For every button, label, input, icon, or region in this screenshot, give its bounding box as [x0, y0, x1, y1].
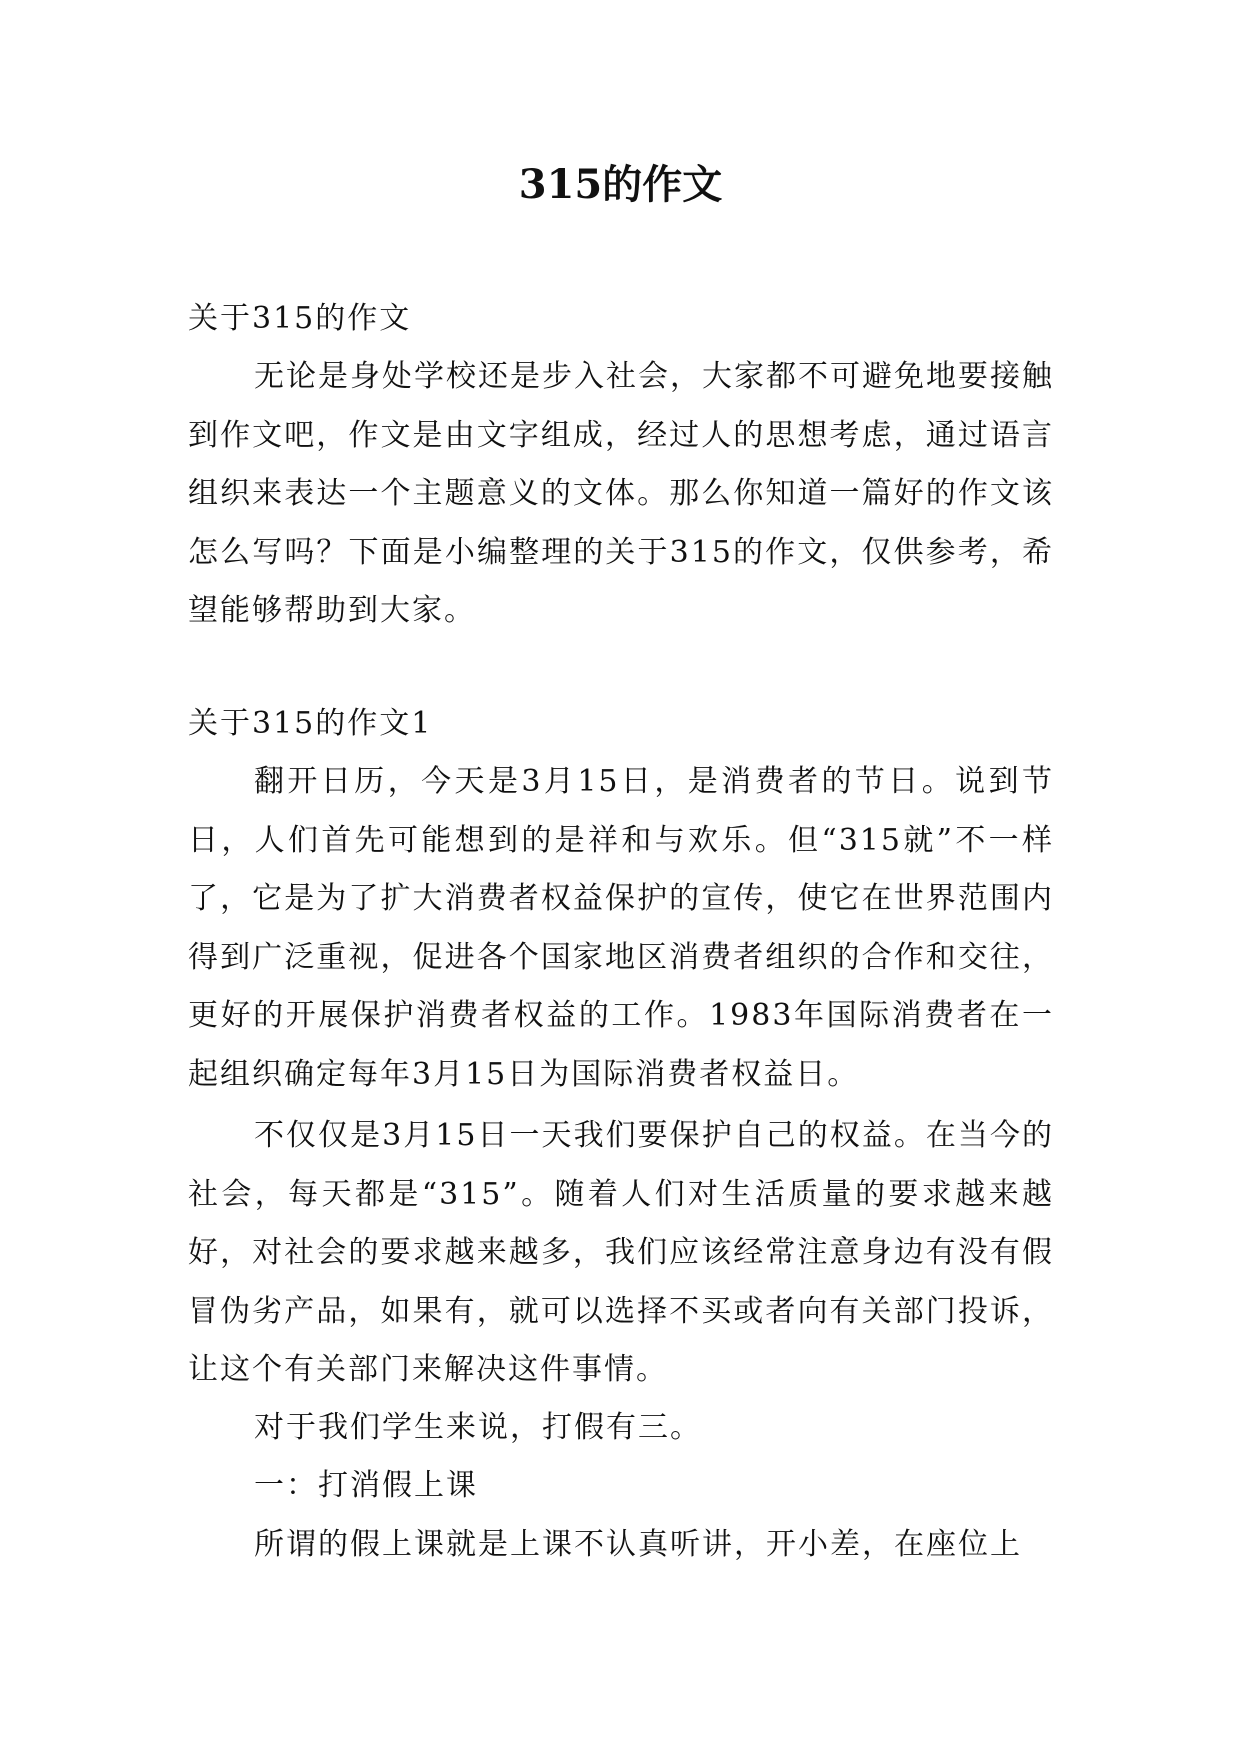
paragraph: 对于我们学生来说，打假有三。: [254, 1410, 702, 1445]
section-heading: 关于315的作文: [188, 301, 412, 336]
essay-heading: 关于315的作文1: [188, 706, 433, 741]
paragraph: 所谓的假上课就是上课不认真听讲，开小差，在座位上: [254, 1527, 1022, 1562]
intro-paragraph: 无论是身处学校还是步入社会，大家都不可避免地要接触到作文吧，作文是由文字组成，经过人的思想考虑，通过语言组织来表达一个主题意义的文体。那么你知道一篇好的作文该怎么写吗？下面是小编整理的关于315的作文，仅供参考，希望能够帮助到大家。: [188, 359, 1054, 628]
document-title: 315的作文: [518, 161, 723, 208]
paragraph: 一：打消假上课: [254, 1468, 478, 1503]
paragraph: 不仅仅是3月15日一天我们要保护自己的权益。在当今的社会，每天都是“315”。随着人们对生活质量的要求越来越好，对社会的要求越来越多，我们应该经常注意身边有没有假冒伪劣产品，如果有，就可以选择不买或者向有关部门投诉，让这个有关部门来解决这件事情。: [188, 1118, 1054, 1387]
paragraph: 翻开日历，今天是3月15日，是消费者的节日。说到节日，人们首先可能想到的是祥和与欢乐。但“315就”不一样了，它是为了扩大消费者权益保护的宣传，使它在世界范围内得到广泛重视，促进各个国家地区消费者组织的合作和交往，更好的开展保护消费者权益的工作。1983年国际消费者在一起组织确定每年3月15日为国际消费者权益日。: [188, 764, 1054, 1092]
